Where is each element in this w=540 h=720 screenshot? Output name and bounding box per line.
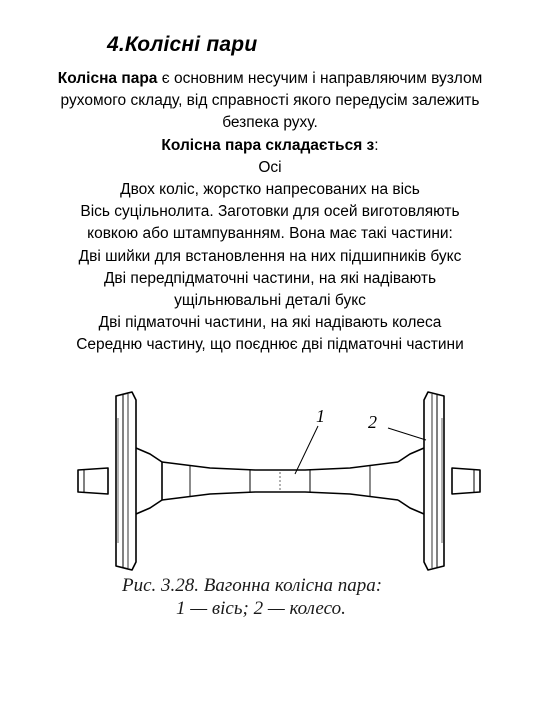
leader-line-wheel [388, 428, 426, 440]
list-item: ковкою або штампуванням. Вона має такі частини: [87, 225, 453, 243]
components-heading-bold: Колісна пара складається з [161, 136, 375, 154]
caption-line-1: Рис. 3.28. Вагонна колісна пара: [122, 575, 383, 596]
left-wheel [116, 392, 136, 570]
components-heading [0, 135, 540, 157]
page-title: 4.Колісні пари [107, 33, 258, 56]
body-text [0, 68, 540, 357]
components-heading-colon: : [374, 136, 379, 154]
paragraph-line: безпека руху. [222, 114, 318, 132]
wheelset-diagram [70, 378, 490, 578]
right-hub [398, 448, 424, 514]
axle-body [162, 462, 398, 470]
label-wheel: 2 [368, 412, 377, 432]
caption-line-2: 1 — вісь; 2 — колесо. [176, 598, 346, 619]
figure-caption [122, 574, 442, 620]
paragraph-line [0, 68, 540, 90]
list-item: Двох коліс, жорстко напресованих на вісь [120, 181, 420, 199]
right-journal [452, 468, 480, 494]
term-wheelset: Колісна пара [57, 70, 158, 87]
paragraph-text: є основним несучим і направляючим вузлом [157, 70, 483, 87]
left-hub [136, 448, 162, 514]
label-axle: 1 [316, 406, 325, 426]
list-item: Дві підматочні частини, на які надівають колеса [98, 314, 442, 332]
leader-line-axle [295, 426, 318, 474]
paragraph-line: рухомого складу, від справності якого передусім залежить [60, 92, 480, 110]
list-item: Вісь суцільнолита. Заготовки для осей виготовляють [80, 203, 460, 221]
list-item: Дві шийки для встановлення на них підшипників букс [78, 247, 462, 265]
list-item: ущільнювальні деталі букс [174, 292, 366, 310]
list-item: Середню частину, що поєднює дві підматочні частини [76, 336, 464, 354]
right-wheel [424, 392, 444, 570]
list-item: Осі [258, 158, 282, 176]
list-item: Дві передпідматочні частини, на які надівають [103, 269, 437, 287]
left-journal [78, 468, 108, 494]
